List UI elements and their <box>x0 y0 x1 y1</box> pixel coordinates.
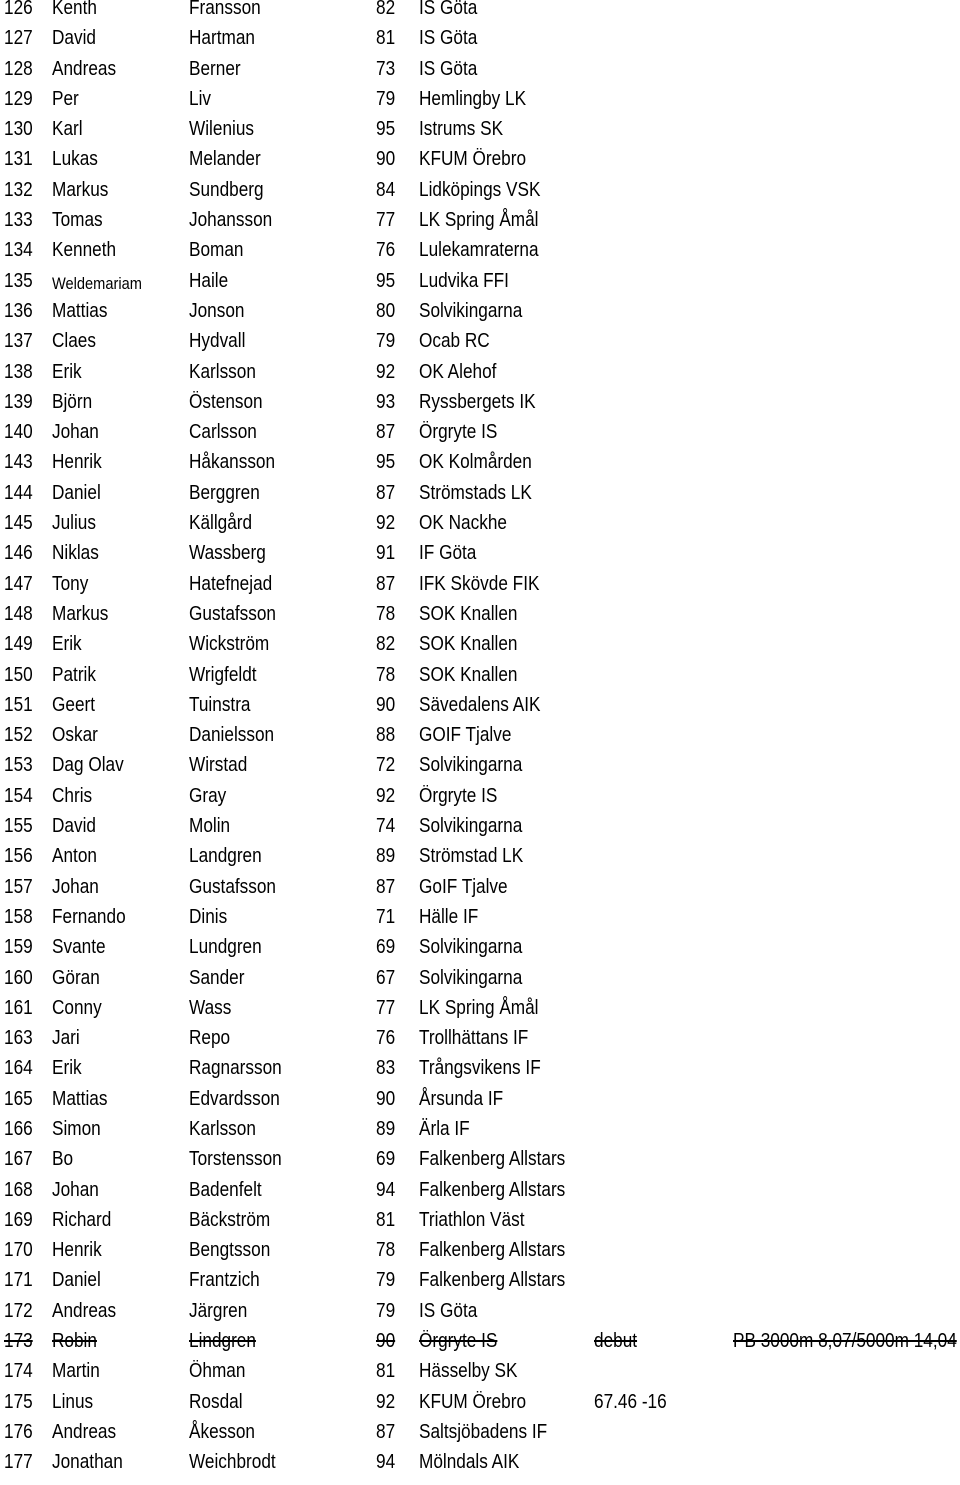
club-name: Ocab RC <box>419 330 490 353</box>
first-name: Robin <box>52 1330 97 1353</box>
birth-year: 95 <box>376 118 396 141</box>
last-name: Lundgren <box>189 936 262 959</box>
birth-year: 94 <box>376 1451 396 1474</box>
last-name: Dinis <box>189 905 228 928</box>
last-name: Hydvall <box>189 330 246 353</box>
club-name: Lidköpings VSK <box>419 178 541 201</box>
participant-row <box>0 905 960 939</box>
club-name: Solvikingarna <box>419 299 523 322</box>
participant-row <box>0 27 960 60</box>
participant-row <box>0 542 960 575</box>
participant-row <box>0 209 960 242</box>
participant-row <box>0 330 960 363</box>
last-name: Fransson <box>189 0 261 19</box>
last-name: Molin <box>189 815 231 838</box>
birth-year: 87 <box>376 421 396 444</box>
bib-number: 131 <box>4 148 33 171</box>
club-name: IS Göta <box>419 0 478 19</box>
participant-row <box>0 572 960 606</box>
participant-row <box>0 1269 960 1302</box>
bib-number: 177 <box>4 1451 33 1474</box>
club-name: Hemlingby LK <box>419 87 527 110</box>
first-name: Daniel <box>52 1269 101 1292</box>
participant-row <box>0 1420 960 1454</box>
last-name: Edvardsson <box>189 1087 280 1110</box>
birth-year: 87 <box>376 572 396 595</box>
last-name: Berner <box>189 57 241 80</box>
birth-year: 92 <box>376 784 396 807</box>
birth-year: 92 <box>376 360 396 383</box>
birth-year: 87 <box>376 1420 396 1443</box>
birth-year: 76 <box>376 239 396 262</box>
participant-row <box>0 1117 960 1151</box>
last-name: Berggren <box>189 481 260 504</box>
bib-number: 139 <box>4 390 33 413</box>
bib-number: 156 <box>4 845 33 868</box>
club-name: GOIF Tjalve <box>419 724 512 747</box>
birth-year: 92 <box>376 1390 396 1413</box>
participant-row <box>0 1330 960 1363</box>
participant-row <box>0 784 960 818</box>
first-name: Andreas <box>52 1299 117 1322</box>
last-name: Rosdal <box>189 1390 243 1413</box>
first-name: Julius <box>52 512 96 535</box>
club-name: Mölndals AIK <box>419 1451 520 1474</box>
participant-row <box>0 1087 960 1121</box>
club-name: Triathlon Väst <box>419 1208 525 1231</box>
birth-year: 79 <box>376 1299 396 1322</box>
last-name: Karlsson <box>189 1117 256 1140</box>
first-name: Johan <box>52 421 99 444</box>
bib-number: 148 <box>4 602 33 625</box>
participant-row <box>0 996 960 1030</box>
participant-row <box>0 693 960 727</box>
club-name: Trollhättans IF <box>419 1027 529 1050</box>
club-name: Hälle IF <box>419 905 479 928</box>
club-name: Ludvika FFI <box>419 269 509 292</box>
last-name: Frantzich <box>189 1269 260 1292</box>
club-name: Strömstads LK <box>419 481 532 504</box>
bib-number: 164 <box>4 1057 33 1080</box>
club-name: Örgryte IS <box>419 784 498 807</box>
first-name: Lukas <box>52 148 98 171</box>
first-name: David <box>52 815 96 838</box>
participant-row <box>0 451 960 484</box>
bib-number: 172 <box>4 1299 33 1322</box>
last-name: Weichbrodt <box>189 1451 276 1474</box>
birth-year: 81 <box>376 27 396 50</box>
club-name: LK Spring Åmål <box>419 996 539 1019</box>
club-name: Lulekamraterna <box>419 239 539 262</box>
club-name: IS Göta <box>419 57 478 80</box>
club-name: Falkenberg Allstars <box>419 1239 566 1262</box>
last-name: Sander <box>189 966 245 989</box>
birth-year: 91 <box>376 542 396 565</box>
first-name: Conny <box>52 996 102 1019</box>
participant-row <box>0 663 960 697</box>
last-name: Gray <box>189 784 227 807</box>
bib-number: 152 <box>4 724 33 747</box>
participant-row <box>0 875 960 909</box>
bib-number: 155 <box>4 815 33 838</box>
first-name: Claes <box>52 330 96 353</box>
participant-row <box>0 1057 960 1090</box>
last-name: Tuinstra <box>189 693 251 716</box>
first-name: Henrik <box>52 1239 102 1262</box>
birth-year: 67 <box>376 966 396 989</box>
club-name: Falkenberg Allstars <box>419 1148 566 1171</box>
last-name: Liv <box>189 87 211 110</box>
first-name: Niklas <box>52 542 99 565</box>
last-name: Boman <box>189 239 244 262</box>
first-name: Richard <box>52 1208 112 1231</box>
birth-year: 81 <box>376 1360 396 1383</box>
participant-row <box>0 936 960 969</box>
last-name: Lindgren <box>189 1330 256 1353</box>
first-name: Oskar <box>52 724 98 747</box>
birth-year: 78 <box>376 1239 396 1262</box>
bib-number: 161 <box>4 996 33 1019</box>
birth-year: 94 <box>376 1178 396 1201</box>
club-name: Trångsvikens IF <box>419 1057 541 1080</box>
bib-number: 166 <box>4 1117 33 1140</box>
participant-row <box>0 481 960 515</box>
birth-year: 77 <box>376 996 396 1019</box>
birth-year: 82 <box>376 0 396 19</box>
participant-row <box>0 1451 960 1484</box>
bib-number: 137 <box>4 330 33 353</box>
bib-number: 127 <box>4 27 33 50</box>
birth-year: 90 <box>376 1330 396 1353</box>
bib-number: 151 <box>4 693 33 716</box>
participant-row <box>0 299 960 333</box>
first-name: Jari <box>52 1027 80 1050</box>
club-name: SOK Knallen <box>419 602 518 625</box>
birth-year: 73 <box>376 57 396 80</box>
club-name: Hässelby SK <box>419 1360 518 1383</box>
participant-row <box>0 148 960 181</box>
birth-year: 81 <box>376 1208 396 1231</box>
first-name: Simon <box>52 1117 101 1140</box>
birth-year: 79 <box>376 330 396 353</box>
club-name: SOK Knallen <box>419 633 518 656</box>
birth-year: 88 <box>376 724 396 747</box>
last-name: Hatefnejad <box>189 572 273 595</box>
last-name: Danielsson <box>189 724 275 747</box>
birth-year: 89 <box>376 1117 396 1140</box>
club-name: Istrums SK <box>419 118 504 141</box>
last-name: Torstensson <box>189 1148 282 1171</box>
last-name: Jonson <box>189 299 245 322</box>
bib-number: 171 <box>4 1269 33 1292</box>
birth-year: 87 <box>376 875 396 898</box>
club-name: Ryssbergets IK <box>419 390 536 413</box>
bib-number: 167 <box>4 1148 33 1171</box>
last-name: Melander <box>189 148 261 171</box>
bib-number: 149 <box>4 633 33 656</box>
participant-row <box>0 1390 960 1424</box>
bib-number: 158 <box>4 905 33 928</box>
birth-year: 78 <box>376 663 396 686</box>
last-name: Gustafsson <box>189 602 277 625</box>
birth-year: 83 <box>376 1057 396 1080</box>
participant-row <box>0 0 960 30</box>
birth-year: 79 <box>376 1269 396 1292</box>
birth-year: 92 <box>376 512 396 535</box>
birth-year: 82 <box>376 633 396 656</box>
birth-year: 84 <box>376 178 396 201</box>
last-name: Landgren <box>189 845 262 868</box>
first-name: Tony <box>52 572 89 595</box>
club-name: KFUM Örebro <box>419 148 527 171</box>
bib-number: 160 <box>4 966 33 989</box>
first-name: Daniel <box>52 481 101 504</box>
first-name: Erik <box>52 1057 82 1080</box>
first-name: Markus <box>52 602 109 625</box>
last-name: Hartman <box>189 27 255 50</box>
club-name: LK Spring Åmål <box>419 209 539 232</box>
club-name: Solvikingarna <box>419 754 523 777</box>
participant-row <box>0 845 960 878</box>
participant-row <box>0 57 960 91</box>
last-name: Wilenius <box>189 118 254 141</box>
first-name: David <box>52 27 96 50</box>
last-name: Haile <box>189 269 229 292</box>
first-name: Dag Olav <box>52 754 124 777</box>
birth-year: 90 <box>376 693 396 716</box>
bib-number: 130 <box>4 118 33 141</box>
bib-number: 138 <box>4 360 33 383</box>
club-name: Örgryte IS <box>419 1330 498 1353</box>
bib-number: 173 <box>4 1330 33 1353</box>
bib-number: 140 <box>4 421 33 444</box>
birth-year: 72 <box>376 754 396 777</box>
last-name: Ragnarsson <box>189 1057 282 1080</box>
first-name: Andreas <box>52 57 117 80</box>
club-name: IS Göta <box>419 1299 478 1322</box>
club-name: Falkenberg Allstars <box>419 1178 566 1201</box>
first-name: Svante <box>52 936 106 959</box>
club-name: SOK Knallen <box>419 663 518 686</box>
bib-number: 165 <box>4 1087 33 1110</box>
bib-number: 143 <box>4 451 33 474</box>
bib-number: 169 <box>4 1208 33 1231</box>
participant-row <box>0 1178 960 1212</box>
last-name: Östenson <box>189 390 263 413</box>
note-secondary: PB 3000m 8,07/5000m 14,04 <box>733 1330 957 1353</box>
birth-year: 76 <box>376 1027 396 1050</box>
first-name: Tomas <box>52 209 103 232</box>
last-name: Johansson <box>189 209 273 232</box>
first-name: Fernando <box>52 905 126 928</box>
first-name: Martin <box>52 1360 100 1383</box>
club-name: Ärla IF <box>419 1117 470 1140</box>
bib-number: 153 <box>4 754 33 777</box>
participant-row <box>0 421 960 454</box>
bib-number: 174 <box>4 1360 33 1383</box>
club-name: IF Göta <box>419 542 477 565</box>
participant-row <box>0 754 960 787</box>
first-name: Erik <box>52 633 82 656</box>
club-name: OK Nackhe <box>419 512 507 535</box>
birth-year: 69 <box>376 936 396 959</box>
first-name: Bo <box>52 1148 74 1171</box>
first-name: Linus <box>52 1390 94 1413</box>
note-primary: 67.46 -16 <box>594 1390 667 1413</box>
first-name: Chris <box>52 784 93 807</box>
bib-number: 176 <box>4 1420 33 1443</box>
bib-number: 134 <box>4 239 33 262</box>
bib-number: 175 <box>4 1390 33 1413</box>
last-name: Bäckström <box>189 1208 271 1231</box>
bib-number: 129 <box>4 87 33 110</box>
bib-number: 128 <box>4 57 33 80</box>
participant-row <box>0 633 960 666</box>
participant-row <box>0 724 960 757</box>
last-name: Wass <box>189 996 232 1019</box>
first-name: Johan <box>52 1178 99 1201</box>
participant-row <box>0 1239 960 1272</box>
bib-number: 132 <box>4 178 33 201</box>
last-name: Badenfelt <box>189 1178 262 1201</box>
first-name: Anton <box>52 845 97 868</box>
club-name: Strömstad LK <box>419 845 524 868</box>
participant-row <box>0 269 960 303</box>
participant-row <box>0 1027 960 1060</box>
bib-number: 145 <box>4 512 33 535</box>
birth-year: 95 <box>376 269 396 292</box>
last-name: Sundberg <box>189 178 264 201</box>
club-name: Solvikingarna <box>419 936 523 959</box>
club-name: OK Alehof <box>419 360 497 383</box>
club-name: Sävedalens AIK <box>419 693 541 716</box>
club-name: Solvikingarna <box>419 966 523 989</box>
participant-row <box>0 360 960 394</box>
last-name: Öhman <box>189 1360 246 1383</box>
first-name: Weldemariam <box>52 273 142 293</box>
birth-year: 95 <box>376 451 396 474</box>
first-name: Mattias <box>52 1087 108 1110</box>
first-name: Kenneth <box>52 239 117 262</box>
club-name: Saltsjöbadens IF <box>419 1420 548 1443</box>
first-name: Göran <box>52 966 100 989</box>
participant-row <box>0 390 960 424</box>
participant-row <box>0 966 960 1000</box>
club-name: IS Göta <box>419 27 478 50</box>
first-name: Andreas <box>52 1420 117 1443</box>
first-name: Henrik <box>52 451 102 474</box>
birth-year: 77 <box>376 209 396 232</box>
participant-row <box>0 239 960 272</box>
birth-year: 90 <box>376 1087 396 1110</box>
bib-number: 168 <box>4 1178 33 1201</box>
last-name: Järgren <box>189 1299 248 1322</box>
club-name: Örgryte IS <box>419 421 498 444</box>
birth-year: 78 <box>376 602 396 625</box>
bib-number: 147 <box>4 572 33 595</box>
club-name: Falkenberg Allstars <box>419 1269 566 1292</box>
first-name: Geert <box>52 693 96 716</box>
last-name: Wrigfeldt <box>189 663 257 686</box>
last-name: Gustafsson <box>189 875 277 898</box>
first-name: Erik <box>52 360 82 383</box>
last-name: Åkesson <box>189 1420 255 1443</box>
club-name: OK Kolmården <box>419 451 532 474</box>
first-name: Per <box>52 87 79 110</box>
first-name: Markus <box>52 178 109 201</box>
bib-number: 154 <box>4 784 33 807</box>
participant-row <box>0 178 960 212</box>
birth-year: 89 <box>376 845 396 868</box>
birth-year: 79 <box>376 87 396 110</box>
club-name: GoIF Tjalve <box>419 875 508 898</box>
birth-year: 93 <box>376 390 396 413</box>
participant-row <box>0 815 960 848</box>
club-name: Årsunda IF <box>419 1087 504 1110</box>
birth-year: 71 <box>376 905 396 928</box>
club-name: KFUM Örebro <box>419 1390 527 1413</box>
birth-year: 87 <box>376 481 396 504</box>
bib-number: 136 <box>4 299 33 322</box>
last-name: Bengtsson <box>189 1239 271 1262</box>
participant-row <box>0 1360 960 1393</box>
last-name: Carlsson <box>189 421 257 444</box>
bib-number: 159 <box>4 936 33 959</box>
first-name: Björn <box>52 390 93 413</box>
bib-number: 163 <box>4 1027 33 1050</box>
last-name: Wirstad <box>189 754 248 777</box>
club-name: Solvikingarna <box>419 815 523 838</box>
participant-row <box>0 512 960 545</box>
last-name: Karlsson <box>189 360 256 383</box>
participant-row <box>0 1208 960 1242</box>
last-name: Wassberg <box>189 542 266 565</box>
participant-row <box>0 602 960 636</box>
participant-row <box>0 1299 960 1333</box>
note-primary: debut <box>594 1330 638 1353</box>
birth-year: 69 <box>376 1148 396 1171</box>
last-name: Håkansson <box>189 451 276 474</box>
birth-year: 80 <box>376 299 396 322</box>
participant-row <box>0 87 960 121</box>
birth-year: 74 <box>376 815 396 838</box>
last-name: Källgård <box>189 512 253 535</box>
first-name: Mattias <box>52 299 108 322</box>
bib-number: 146 <box>4 542 33 565</box>
bib-number: 150 <box>4 663 33 686</box>
first-name: Johan <box>52 875 99 898</box>
first-name: Patrik <box>52 663 96 686</box>
bib-number: 157 <box>4 875 33 898</box>
first-name: Kenth <box>52 0 97 19</box>
first-name: Jonathan <box>52 1451 123 1474</box>
bib-number: 133 <box>4 209 33 232</box>
participant-row <box>0 118 960 151</box>
bib-number: 170 <box>4 1239 33 1262</box>
birth-year: 90 <box>376 148 396 171</box>
last-name: Wickström <box>189 633 270 656</box>
last-name: Repo <box>189 1027 231 1050</box>
bib-number: 135 <box>4 269 33 292</box>
first-name: Karl <box>52 118 83 141</box>
club-name: IFK Skövde FIK <box>419 572 540 595</box>
bib-number: 126 <box>4 0 33 19</box>
participant-row <box>0 1148 960 1181</box>
bib-number: 144 <box>4 481 33 504</box>
